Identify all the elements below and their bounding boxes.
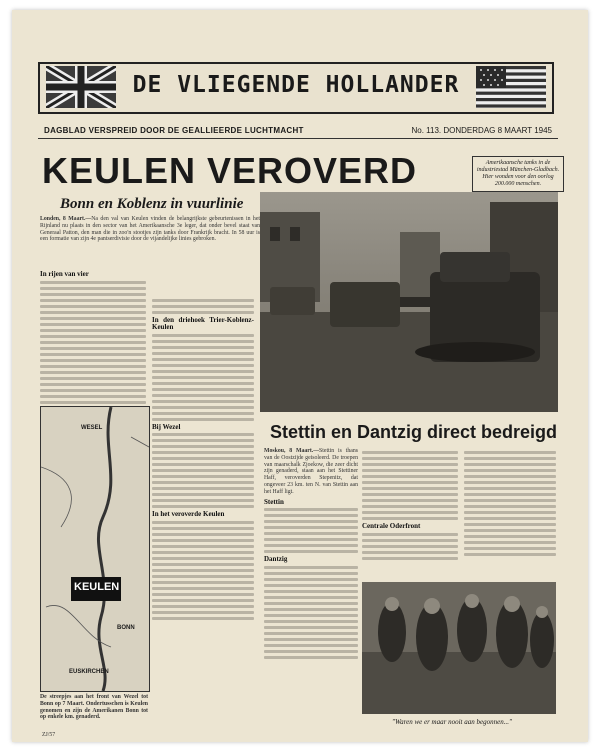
lead-article: [40, 216, 260, 245]
stettin-dateline: Moskou, 8 Maart.—: [264, 448, 320, 454]
map-label-wesel: WESEL: [81, 425, 103, 431]
map-label-euskirchen: EUSKIRCHEN: [69, 669, 109, 675]
map-label-keulen: KEULEN: [74, 581, 120, 593]
front-map: [40, 406, 150, 692]
map-caption: De streepjes aan het front van Wezel tot Bonn op 7 Maart. Ondertusschen is Keulen genomen en zijn de Amerikanen Bonn tot op enkele km. genaderd.: [40, 694, 148, 721]
photo-caption-box: Amerikaansche tanks in de industriestad München-Gladbach. Hier wonden voor den oorlog 200.000 menschen.: [472, 156, 564, 192]
section-heading: Centrale Oderfront: [362, 522, 421, 530]
union-jack-flag-icon: [46, 66, 116, 108]
section-heading: Dantzig: [264, 555, 288, 564]
stettin-column-3: [464, 448, 556, 559]
masthead: [38, 62, 554, 114]
section-heading: Stettin: [264, 497, 284, 506]
us-flag-icon: [476, 66, 546, 108]
newspaper-title: DE VLIEGENDE HOLLANDER: [132, 72, 460, 98]
tank-photo: [260, 192, 558, 412]
stettin-column-2: [362, 448, 458, 563]
issue-info: No. 113. DONDERDAG 8 MAART 1945: [411, 126, 552, 135]
map-note: ZJ/57: [42, 732, 56, 738]
section-heading: In rijen van vier: [40, 270, 89, 278]
column-text: [40, 281, 146, 416]
prisoners-photo: [362, 582, 556, 714]
newspaper-page: [12, 10, 588, 742]
divider: [38, 138, 558, 139]
section-heading: In den driehoek Trier-Koblenz-Keulen: [152, 316, 254, 331]
column-2: [152, 296, 254, 623]
photo-caption: "Waren we er maar nooit aan begonnen...": [392, 718, 512, 726]
stettin-column-1: [264, 448, 358, 662]
tagline: DAGBLAD VERSPREID DOOR DE GEALLIEERDE LUCHTMACHT: [44, 126, 304, 135]
subheadline: Bonn en Koblenz in vuurlinie: [60, 196, 244, 212]
lead-dateline: Londen, 8 Maart.—: [40, 216, 92, 222]
main-headline: KEULEN VEROVERD: [42, 150, 418, 191]
stettin-text: Stettin is thans van de Oostzijde geisoleerd. De troepen van maarschalk Zjoekow, die zeer dicht zijn genaderd, staan aan het Stettiner Haff, veroverden Stepenitz, dat ongeveer 23 km. ten N. van Stettin aan het Haff ligt.: [264, 448, 358, 495]
section-heading: In het veroverde Keulen: [152, 510, 225, 519]
section-heading: Bij Wezel: [152, 422, 181, 431]
section-headline: Stettin en Dantzig direct bedreigd: [270, 422, 558, 442]
column-1: [40, 268, 146, 419]
map-label-bonn: BONN: [117, 625, 135, 631]
lead-text: Na den val van Keulen vinden de belangrijkste gebeurtenissen in het Rijnland nu plaats in den sector van het Amerikaansche 3e leger, dat onder bevel staat van Generaal Patton, den man die in zoo'n stootjes zijn tanks door Frankrijk bracht. In 58 uur is een formatie van zijn 4e pantserdivisie door de vijandelijke linies gebroken.: [40, 216, 261, 243]
